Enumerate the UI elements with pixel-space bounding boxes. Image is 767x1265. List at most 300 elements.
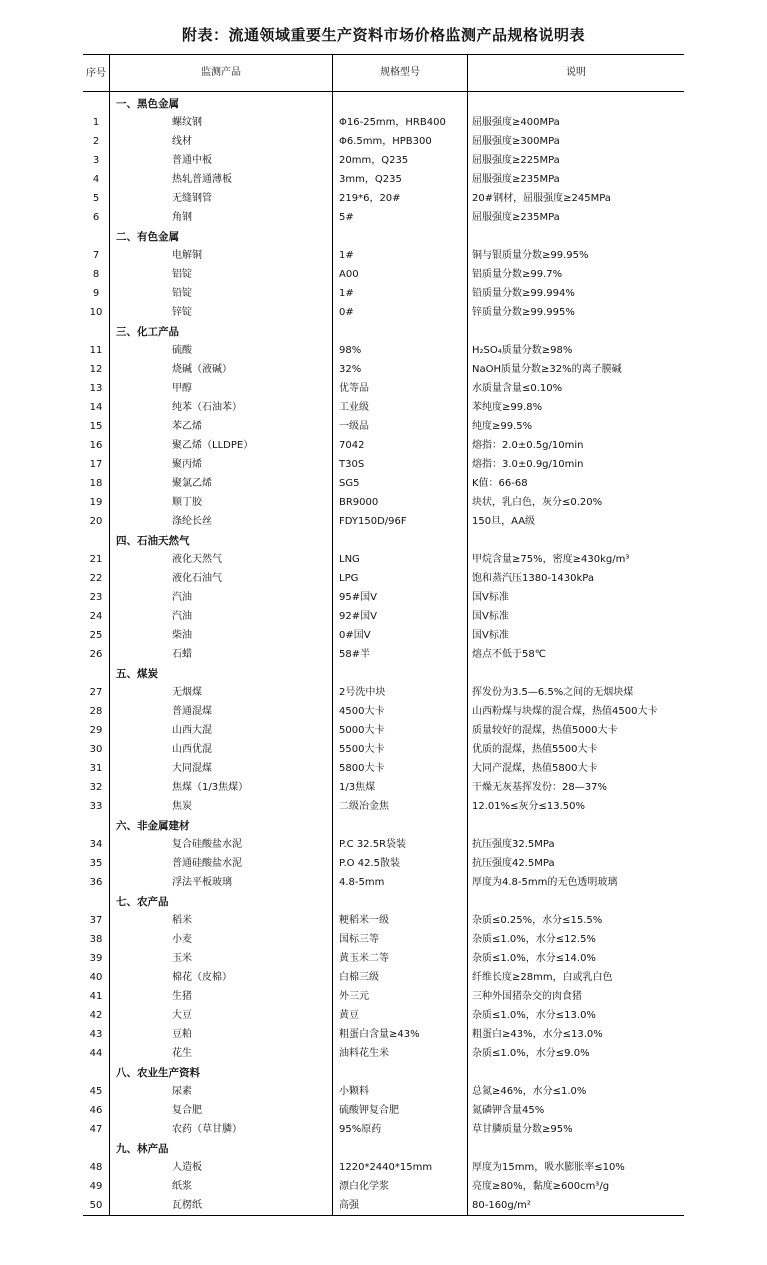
- table-row: [83, 379, 684, 398]
- cell-no: 47: [83, 1120, 110, 1139]
- cell-desc: 杂质≤0.25%，水分≤15.5%: [472, 914, 603, 926]
- cell-product: 液化石油气: [110, 569, 333, 588]
- category-label: 八、农业生产资料: [110, 1063, 333, 1082]
- table-row: [83, 1120, 684, 1139]
- category-row: [83, 227, 684, 246]
- cell-spec: 小颗料: [333, 1082, 468, 1101]
- cell-no: 44: [83, 1044, 110, 1063]
- cell-spec: 5800大卡: [333, 759, 468, 778]
- cell-desc: 屈服强度≥235MPa: [472, 173, 560, 185]
- cell-spec: 4.8-5mm: [333, 873, 468, 892]
- cell-spec: 二级冶金焦: [333, 797, 468, 816]
- category-label: 一、黑色金属: [110, 92, 333, 114]
- cell-spec: 58#半: [333, 645, 468, 664]
- cell-product: 普通混煤: [110, 702, 333, 721]
- table-row: [83, 512, 684, 531]
- category-desc-cell: [468, 1139, 685, 1158]
- table-row: [83, 702, 684, 721]
- cell-product: 农药（草甘膦）: [110, 1120, 333, 1139]
- cell-product: 普通中板: [110, 151, 333, 170]
- cell-spec: T30S: [333, 455, 468, 474]
- table-row: [83, 189, 684, 208]
- cell-no: 37: [83, 911, 110, 930]
- cell-no: 6: [83, 208, 110, 227]
- cell-no: 23: [83, 588, 110, 607]
- cell-desc: 干燥无灰基挥发份：28—37%: [472, 781, 607, 793]
- cell-desc: 铅质量分数≥99.994%: [472, 287, 575, 299]
- category-spec-cell: [333, 892, 468, 911]
- table-row: [83, 835, 684, 854]
- cell-product: 聚氯乙烯: [110, 474, 333, 493]
- table-row: [83, 493, 684, 512]
- category-no-cell: [83, 227, 110, 246]
- cell-no: 50: [83, 1196, 110, 1216]
- cell-product: 铅锭: [110, 284, 333, 303]
- cell-product: 汽油: [110, 588, 333, 607]
- cell-product: 小麦: [110, 930, 333, 949]
- table-row: [83, 170, 684, 189]
- category-desc-cell: [468, 227, 685, 246]
- category-spec-cell: [333, 816, 468, 835]
- category-row: [83, 1063, 684, 1082]
- cell-no: 40: [83, 968, 110, 987]
- table-row: [83, 1177, 684, 1196]
- category-no-cell: [83, 816, 110, 835]
- cell-desc: 优质的混煤，热值5500大卡: [472, 743, 598, 755]
- cell-no: 27: [83, 683, 110, 702]
- cell-spec: FDY150D/96F: [333, 512, 468, 531]
- cell-product: 豆粕: [110, 1025, 333, 1044]
- table-row: [83, 1082, 684, 1101]
- cell-no: 36: [83, 873, 110, 892]
- cell-desc: 熔点不低于58℃: [472, 648, 546, 660]
- cell-no: 11: [83, 341, 110, 360]
- cell-spec: BR9000: [333, 493, 468, 512]
- cell-desc: NaOH质量分数≥32%的离子膜碱: [472, 363, 622, 375]
- cell-desc: 国Ⅴ标准: [472, 591, 509, 603]
- table-row: [83, 151, 684, 170]
- cell-no: 15: [83, 417, 110, 436]
- category-spec-cell: [333, 92, 468, 114]
- cell-spec: 1220*2440*15mm: [333, 1158, 468, 1177]
- cell-spec: 国标三等: [333, 930, 468, 949]
- cell-no: 35: [83, 854, 110, 873]
- cell-spec: 白棉三级: [333, 968, 468, 987]
- cell-no: 13: [83, 379, 110, 398]
- category-label: 五、煤炭: [110, 664, 333, 683]
- category-no-cell: [83, 92, 110, 114]
- cell-product: 涤纶长丝: [110, 512, 333, 531]
- cell-spec: A00: [333, 265, 468, 284]
- cell-product: 大同混煤: [110, 759, 333, 778]
- category-row: [83, 322, 684, 341]
- table-row: [83, 949, 684, 968]
- table-row: [83, 683, 684, 702]
- cell-product: 人造板: [110, 1158, 333, 1177]
- cell-spec: 1#: [333, 246, 468, 265]
- cell-no: 7: [83, 246, 110, 265]
- cell-product: 线材: [110, 132, 333, 151]
- cell-spec: 20mm，Q235: [333, 151, 468, 170]
- cell-spec: 粳稻米一级: [333, 911, 468, 930]
- cell-desc: H₂SO₄质量分数≥98%: [472, 344, 573, 356]
- cell-product: 无烟煤: [110, 683, 333, 702]
- cell-product: 汽油: [110, 607, 333, 626]
- cell-product: 烧碱（液碱）: [110, 360, 333, 379]
- cell-desc: 草甘膦质量分数≥95%: [472, 1123, 573, 1135]
- cell-product: 复合肥: [110, 1101, 333, 1120]
- table-row: [83, 626, 684, 645]
- table-row: [83, 417, 684, 436]
- table-row: [83, 721, 684, 740]
- category-label: 七、农产品: [110, 892, 333, 911]
- cell-spec: 工业级: [333, 398, 468, 417]
- cell-spec: P.C 32.5R袋装: [333, 835, 468, 854]
- header-product: 监测产品: [110, 55, 333, 92]
- category-no-cell: [83, 1139, 110, 1158]
- category-no-cell: [83, 531, 110, 550]
- cell-desc: 氮磷钾含量45%: [472, 1104, 545, 1116]
- cell-no: 49: [83, 1177, 110, 1196]
- table-row: [83, 778, 684, 797]
- cell-no: 9: [83, 284, 110, 303]
- cell-spec: 粗蛋白含量≥43%: [333, 1025, 468, 1044]
- cell-product: 甲醇: [110, 379, 333, 398]
- cell-spec: 油料花生米: [333, 1044, 468, 1063]
- cell-product: 稻米: [110, 911, 333, 930]
- table-row: [83, 740, 684, 759]
- cell-desc: 亮度≥80%，黏度≥600cm³/g: [472, 1180, 610, 1192]
- cell-spec: LPG: [333, 569, 468, 588]
- cell-desc: 屈服强度≥300MPa: [472, 135, 560, 147]
- cell-no: 16: [83, 436, 110, 455]
- cell-no: 14: [83, 398, 110, 417]
- cell-desc: 屈服强度≥235MPa: [472, 211, 560, 223]
- header-no: 序号: [83, 55, 110, 92]
- cell-no: 48: [83, 1158, 110, 1177]
- category-spec-cell: [333, 227, 468, 246]
- table-row: [83, 284, 684, 303]
- cell-no: 31: [83, 759, 110, 778]
- cell-no: 32: [83, 778, 110, 797]
- cell-no: 38: [83, 930, 110, 949]
- cell-no: 46: [83, 1101, 110, 1120]
- cell-no: 26: [83, 645, 110, 664]
- cell-product: 纸浆: [110, 1177, 333, 1196]
- cell-spec: P.O 42.5散装: [333, 854, 468, 873]
- table-row: [83, 341, 684, 360]
- cell-desc: 80-160g/m²: [468, 1196, 685, 1216]
- cell-no: 19: [83, 493, 110, 512]
- cell-product: 尿素: [110, 1082, 333, 1101]
- category-spec-cell: [333, 1139, 468, 1158]
- cell-no: 41: [83, 987, 110, 1006]
- cell-spec: 黄豆: [333, 1006, 468, 1025]
- cell-spec: 硫酸钾复合肥: [333, 1101, 468, 1120]
- cell-product: 焦煤（1/3焦煤）: [110, 778, 333, 797]
- cell-spec: SG5: [333, 474, 468, 493]
- cell-desc: 质量较好的混煤，热值5000大卡: [472, 724, 618, 736]
- cell-product: 电解铜: [110, 246, 333, 265]
- cell-desc: 抗压强度32.5MPa: [472, 838, 555, 850]
- cell-desc: 国Ⅴ标准: [472, 610, 509, 622]
- cell-spec: 7042: [333, 436, 468, 455]
- cell-product: 硫酸: [110, 341, 333, 360]
- table-row: [83, 246, 684, 265]
- header-spec: 规格型号: [333, 55, 468, 92]
- cell-product: 普通硅酸盐水泥: [110, 854, 333, 873]
- cell-spec: LNG: [333, 550, 468, 569]
- cell-desc: 150旦，AA级: [472, 515, 536, 527]
- cell-spec: 外三元: [333, 987, 468, 1006]
- cell-spec: 3mm，Q235: [333, 170, 468, 189]
- cell-no: 4: [83, 170, 110, 189]
- category-no-cell: [83, 1063, 110, 1082]
- category-row: [83, 892, 684, 911]
- cell-product: 山西大混: [110, 721, 333, 740]
- cell-product: 棉花（皮棉）: [110, 968, 333, 987]
- category-row: [83, 531, 684, 550]
- cell-desc: 抗压强度42.5MPa: [472, 857, 555, 869]
- category-desc-cell: [468, 816, 685, 835]
- category-desc-cell: [468, 322, 685, 341]
- cell-desc: 三种外国猪杂交的肉食猪: [472, 990, 582, 1002]
- cell-spec: 1#: [333, 284, 468, 303]
- cell-product: 锌锭: [110, 303, 333, 322]
- cell-no: 30: [83, 740, 110, 759]
- cell-product: 浮法平板玻璃: [110, 873, 333, 892]
- table-row: [83, 436, 684, 455]
- cell-no: 24: [83, 607, 110, 626]
- cell-spec: 92#国Ⅴ: [333, 607, 468, 626]
- cell-product: 铝锭: [110, 265, 333, 284]
- category-label: 三、化工产品: [110, 322, 333, 341]
- cell-desc: 杂质≤1.0%，水分≤12.5%: [472, 933, 596, 945]
- table-row: [83, 1006, 684, 1025]
- cell-spec: 95%原药: [333, 1120, 468, 1139]
- cell-spec: 1/3焦煤: [333, 778, 468, 797]
- table-row: [83, 398, 684, 417]
- cell-product: 纯苯（石油苯）: [110, 398, 333, 417]
- category-spec-cell: [333, 531, 468, 550]
- cell-desc: 厚度为4.8-5mm的无色透明玻璃: [472, 876, 618, 888]
- table-row: [83, 588, 684, 607]
- cell-no: 10: [83, 303, 110, 322]
- cell-product: 柴油: [110, 626, 333, 645]
- cell-desc: 熔指：2.0±0.5g/10min: [472, 439, 584, 451]
- cell-no: 8: [83, 265, 110, 284]
- table-row: [83, 1044, 684, 1063]
- table-row: [83, 113, 684, 132]
- cell-desc: 12.01%≤灰分≤13.50%: [472, 800, 586, 812]
- table-row: [83, 645, 684, 664]
- cell-desc: 块状，乳白色，灰分≤0.20%: [472, 496, 603, 508]
- category-desc-cell: [468, 531, 685, 550]
- cell-no: 29: [83, 721, 110, 740]
- table-row: [83, 759, 684, 778]
- cell-spec: 2号洗中块: [333, 683, 468, 702]
- cell-no: 1: [83, 113, 110, 132]
- cell-no: 5: [83, 189, 110, 208]
- cell-spec: 黄玉米二等: [333, 949, 468, 968]
- cell-spec: 5500大卡: [333, 740, 468, 759]
- table-row: [83, 360, 684, 379]
- table-row: [83, 911, 684, 930]
- cell-desc: 纤维长度≥28mm，白或乳白色: [472, 971, 613, 983]
- cell-desc: 国Ⅴ标准: [472, 629, 509, 641]
- cell-product: 液化天然气: [110, 550, 333, 569]
- category-no-cell: [83, 892, 110, 911]
- document-title: 附表：流通领域重要生产资料市场价格监测产品规格说明表: [181, 26, 585, 44]
- category-label: 九、林产品: [110, 1139, 333, 1158]
- cell-spec: 高强: [333, 1196, 468, 1216]
- table-row: [83, 132, 684, 151]
- cell-no: 34: [83, 835, 110, 854]
- cell-no: 45: [83, 1082, 110, 1101]
- category-no-cell: [83, 664, 110, 683]
- cell-product: 无缝钢管: [110, 189, 333, 208]
- cell-spec: 5000大卡: [333, 721, 468, 740]
- category-desc-cell: [468, 664, 685, 683]
- cell-desc: 水质量含量≤0.10%: [472, 382, 563, 394]
- category-label: 六、非金属建材: [110, 816, 333, 835]
- category-desc-cell: [468, 92, 685, 114]
- category-row: [83, 92, 684, 114]
- table-row: [83, 1158, 684, 1177]
- cell-desc: 屈服强度≥400MPa: [472, 116, 560, 128]
- cell-product: 螺纹钢: [110, 113, 333, 132]
- spec-table: [83, 54, 684, 1216]
- category-row: [83, 664, 684, 683]
- table-body: [83, 92, 684, 1216]
- cell-no: 42: [83, 1006, 110, 1025]
- cell-spec: 5#: [333, 208, 468, 227]
- table-row: [83, 854, 684, 873]
- cell-desc: 熔指：3.0±0.9g/10min: [472, 458, 584, 470]
- cell-product: 苯乙烯: [110, 417, 333, 436]
- category-spec-cell: [333, 322, 468, 341]
- table-header-row: [83, 55, 684, 92]
- category-spec-cell: [333, 1063, 468, 1082]
- cell-product: 瓦楞纸: [110, 1196, 333, 1216]
- cell-product: 复合硅酸盐水泥: [110, 835, 333, 854]
- cell-product: 焦炭: [110, 797, 333, 816]
- cell-product: 聚乙烯（LLDPE）: [110, 436, 333, 455]
- table-row: [83, 1025, 684, 1044]
- cell-no: 43: [83, 1025, 110, 1044]
- category-no-cell: [83, 322, 110, 341]
- cell-spec: Φ16-25mm，HRB400: [333, 113, 468, 132]
- table-row: [83, 550, 684, 569]
- cell-no: 2: [83, 132, 110, 151]
- cell-no: 12: [83, 360, 110, 379]
- cell-product: 顺丁胶: [110, 493, 333, 512]
- cell-desc: 杂质≤1.0%，水分≤9.0%: [472, 1047, 590, 1059]
- category-desc-cell: [468, 892, 685, 911]
- cell-product: 角钢: [110, 208, 333, 227]
- category-label: 二、有色金属: [110, 227, 333, 246]
- cell-product: 山西优混: [110, 740, 333, 759]
- table-row: [83, 873, 684, 892]
- cell-product: 聚丙烯: [110, 455, 333, 474]
- cell-desc: 山西粉煤与块煤的混合煤，热值4500大卡: [472, 706, 658, 717]
- cell-no: 21: [83, 550, 110, 569]
- table-row: [83, 265, 684, 284]
- cell-product: 玉米: [110, 949, 333, 968]
- cell-desc: 锌质量分数≥99.995%: [472, 306, 575, 318]
- table-row: [83, 968, 684, 987]
- cell-product: 大豆: [110, 1006, 333, 1025]
- cell-no: 22: [83, 569, 110, 588]
- cell-product: 石蜡: [110, 645, 333, 664]
- cell-no: 28: [83, 702, 110, 721]
- table-row: [83, 797, 684, 816]
- cell-desc: 20#钢材，屈服强度≥245MPa: [472, 192, 611, 204]
- cell-desc: 挥发份为3.5—6.5%之间的无烟块煤: [472, 686, 634, 698]
- cell-no: 18: [83, 474, 110, 493]
- cell-desc: 粗蛋白≥43%，水分≤13.0%: [472, 1028, 603, 1040]
- cell-product: 花生: [110, 1044, 333, 1063]
- cell-desc: 铝质量分数≥99.7%: [472, 268, 563, 280]
- table-row: [83, 607, 684, 626]
- table-row: [83, 569, 684, 588]
- cell-no: 17: [83, 455, 110, 474]
- cell-spec: 漂白化学浆: [333, 1177, 468, 1196]
- cell-spec: 4500大卡: [333, 702, 468, 721]
- cell-spec: 95#国Ⅴ: [333, 588, 468, 607]
- cell-product: 热轧普通薄板: [110, 170, 333, 189]
- table-row: [83, 474, 684, 493]
- category-desc-cell: [468, 1063, 685, 1082]
- cell-no: 33: [83, 797, 110, 816]
- cell-spec: 一级品: [333, 417, 468, 436]
- cell-no: 3: [83, 151, 110, 170]
- cell-spec: 0#: [333, 303, 468, 322]
- table-row: [83, 1196, 684, 1216]
- cell-desc: K值：66-68: [472, 477, 528, 489]
- category-label: 四、石油天然气: [110, 531, 333, 550]
- cell-desc: 甲烷含量≥75%，密度≥430kg/m³: [472, 553, 630, 565]
- table-row: [83, 208, 684, 227]
- cell-desc: 杂质≤1.0%，水分≤14.0%: [472, 952, 596, 964]
- cell-product: 生猪: [110, 987, 333, 1006]
- table-row: [83, 303, 684, 322]
- cell-desc: 苯纯度≥99.8%: [472, 401, 543, 413]
- header-desc: 说明: [468, 55, 685, 92]
- cell-desc: 厚度为15mm，吸水膨胀率≤10%: [472, 1161, 625, 1173]
- cell-no: 20: [83, 512, 110, 531]
- category-row: [83, 816, 684, 835]
- table-row: [83, 455, 684, 474]
- cell-spec: 0#国Ⅴ: [333, 626, 468, 645]
- cell-spec: Φ6.5mm，HPB300: [333, 132, 468, 151]
- cell-desc: 饱和蒸汽压1380-1430kPa: [472, 572, 595, 584]
- cell-desc: 杂质≤1.0%，水分≤13.0%: [472, 1009, 596, 1021]
- category-row: [83, 1139, 684, 1158]
- table-row: [83, 930, 684, 949]
- table-row: [83, 1101, 684, 1120]
- cell-desc: 大同产混煤，热值5800大卡: [472, 762, 598, 774]
- cell-desc: 屈服强度≥225MPa: [472, 154, 560, 166]
- category-spec-cell: [333, 664, 468, 683]
- cell-desc: 纯度≥99.5%: [472, 420, 533, 432]
- table-row: [83, 987, 684, 1006]
- cell-no: 25: [83, 626, 110, 645]
- cell-spec: 32%: [333, 360, 468, 379]
- cell-spec: 98%: [333, 341, 468, 360]
- cell-spec: 219*6，20#: [333, 189, 468, 208]
- cell-desc: 总氮≥46%，水分≤1.0%: [472, 1085, 587, 1097]
